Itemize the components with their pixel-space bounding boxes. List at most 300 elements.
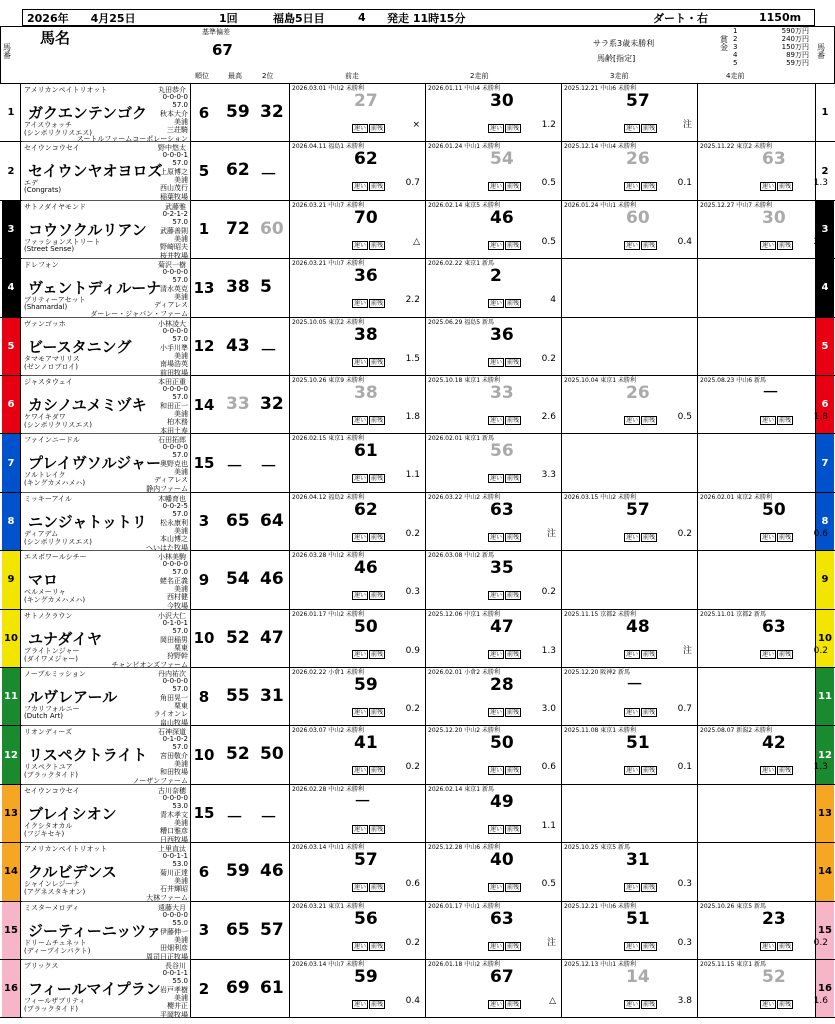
race-score: 41 bbox=[354, 733, 378, 754]
area: 美浦 bbox=[174, 935, 188, 944]
race-margin: 1.2 bbox=[541, 120, 556, 130]
high-score: 52 bbox=[226, 627, 250, 648]
rank-value: 3 bbox=[198, 921, 210, 940]
race-score: － bbox=[354, 791, 371, 812]
past-race bbox=[289, 376, 424, 433]
race-date: 2026.03.21 中山7 未勝利 bbox=[292, 260, 364, 268]
umaban-right: 6 bbox=[815, 376, 834, 433]
sire-name: エスポワールシチー bbox=[24, 553, 87, 562]
second-score: － bbox=[260, 165, 277, 186]
rank-value: 3 bbox=[198, 512, 210, 531]
high-score: － bbox=[226, 807, 243, 828]
broodmare-sire: (Dutch Art) bbox=[24, 712, 63, 720]
race-date: 2025.12.06 中京1 未勝利 bbox=[428, 610, 500, 618]
past-race bbox=[425, 785, 560, 842]
sire-name: セイウンコウセイ bbox=[24, 144, 80, 153]
race-margin: 0.2 bbox=[405, 762, 420, 773]
race-score: 30 bbox=[490, 91, 514, 111]
past-race bbox=[425, 142, 560, 199]
race-score: 31 bbox=[626, 850, 650, 871]
record: 0-0-0-0 bbox=[162, 268, 188, 277]
race3-label: 3走前 bbox=[610, 72, 629, 80]
race-tags: 速い 前残 bbox=[490, 825, 520, 833]
race-date: 2026.03.14 中山1 未勝利 bbox=[292, 844, 364, 852]
dam-name: ブライトンジャー bbox=[24, 646, 80, 655]
breeder: 稲葉牧場 bbox=[160, 193, 188, 202]
race2-label: 2走前 bbox=[470, 72, 489, 80]
umaban-left: 7 bbox=[2, 434, 21, 491]
table-row bbox=[0, 142, 835, 200]
past-race bbox=[289, 259, 424, 316]
record: 0-0-0-0 bbox=[162, 793, 188, 802]
race-date: 2025.12.28 中山6 未勝利 bbox=[428, 844, 500, 852]
race-class: サラ系3歳未勝利 bbox=[593, 39, 655, 48]
race-track: ダート・右 bbox=[653, 11, 708, 25]
breeder: ノーザンファーム bbox=[132, 777, 188, 786]
race-date: 2026.01.17 中山1 未勝利 bbox=[428, 902, 500, 910]
umaban-left: 1 bbox=[2, 84, 21, 141]
race-margin: 0.1 bbox=[677, 178, 692, 189]
jockey: 遠藤大月 bbox=[158, 903, 186, 912]
race-score: 40 bbox=[490, 850, 514, 871]
race-date: 2026.03.22 中山2 未勝利 bbox=[428, 493, 500, 501]
jockey: 上里直汰 bbox=[158, 845, 186, 854]
race-margin: 0.2 bbox=[813, 937, 828, 948]
race-margin: △ bbox=[549, 996, 556, 1006]
dam-name: エデ bbox=[24, 179, 38, 188]
past-race bbox=[425, 434, 560, 491]
umaban-right: 16 bbox=[815, 960, 834, 1017]
trainer: 上原博之 bbox=[160, 168, 188, 177]
trainer: 岩戸孝樹 bbox=[160, 986, 188, 994]
table-row bbox=[0, 668, 835, 726]
umaban-left: 4 bbox=[2, 259, 21, 316]
past-race bbox=[697, 493, 832, 550]
dam-name: イクシタオカル bbox=[24, 821, 73, 830]
weight: 57.0 bbox=[172, 626, 188, 635]
table-row bbox=[0, 493, 835, 551]
broodmare-sire: (シンボリクリスエス) bbox=[24, 421, 93, 429]
high-score: 43 bbox=[226, 335, 250, 356]
race-date: 2026.01.18 中山2 未勝利 bbox=[428, 961, 500, 968]
area: 美浦 bbox=[174, 351, 188, 360]
area: 美浦 bbox=[174, 585, 188, 594]
race-score: － bbox=[762, 383, 779, 403]
second-score: 50 bbox=[260, 744, 284, 765]
race-tags: 速い 前残 bbox=[354, 183, 384, 191]
race-score: 62 bbox=[354, 149, 378, 170]
dam-name: ソルトレイク bbox=[24, 471, 66, 480]
race-margin: 0.2 bbox=[813, 645, 828, 656]
race-score: 36 bbox=[354, 266, 378, 287]
dam-name: ファッションストリート bbox=[24, 237, 101, 246]
rank-value: 6 bbox=[198, 103, 210, 122]
umaban-left: 9 bbox=[2, 551, 21, 608]
umaban-left: 2 bbox=[2, 142, 21, 199]
horse-name: マロ bbox=[28, 571, 59, 590]
jockey: 石田拓郎 bbox=[158, 436, 186, 445]
second-score: 46 bbox=[260, 569, 284, 590]
weight: 55.0 bbox=[172, 918, 188, 927]
race-date: 2026.02.01 東京1 新馬 bbox=[428, 435, 494, 443]
race-tags: 速い 前残 bbox=[490, 592, 520, 600]
race-margin: 1.6 bbox=[813, 996, 828, 1006]
race-score: 30 bbox=[762, 207, 786, 228]
umaban-right: 4 bbox=[815, 259, 834, 316]
past-race bbox=[289, 726, 424, 783]
race-tags: 速い 前残 bbox=[490, 241, 520, 249]
race-margin: 0.4 bbox=[405, 996, 420, 1006]
race-margin: 3.0 bbox=[541, 704, 556, 714]
past-race bbox=[561, 668, 696, 725]
race-score: － bbox=[626, 675, 643, 695]
owner: 野崎昭夫 bbox=[160, 242, 188, 251]
race-date: 2026.03.08 中山2 新馬 bbox=[428, 552, 494, 560]
sire-name: アメリカンペイトリオット bbox=[24, 845, 108, 854]
race-tags: 速い 前残 bbox=[762, 417, 792, 424]
horse-name: ガクエンテンゴク bbox=[28, 104, 147, 122]
area: 美浦 bbox=[174, 234, 188, 243]
second-score: － bbox=[260, 807, 277, 828]
horse-name: リスペクトライト bbox=[28, 746, 148, 765]
horse-name: カシノユメミヅキ bbox=[28, 396, 147, 414]
rank-value: 6 bbox=[198, 862, 210, 881]
race-score: 28 bbox=[490, 675, 514, 695]
race-score: 46 bbox=[354, 558, 378, 579]
race-margin: 0.6 bbox=[405, 879, 420, 890]
sire-name: アメリカンペイトリオット bbox=[24, 86, 108, 94]
horse-info bbox=[22, 259, 191, 317]
weight: 57.0 bbox=[172, 509, 188, 518]
high-score: 59 bbox=[226, 102, 250, 122]
race-margin: 注 bbox=[682, 645, 692, 656]
trainer: 和田正一 bbox=[160, 402, 188, 410]
table-row bbox=[0, 902, 835, 960]
race-date: 2026.02.14 東京5 未勝利 bbox=[428, 201, 500, 209]
rank-label: 順位 bbox=[195, 72, 209, 80]
high-score: － bbox=[226, 457, 243, 478]
race-kai: 1回 bbox=[219, 11, 238, 25]
race-score: 48 bbox=[626, 616, 650, 637]
area: 栗東 bbox=[174, 702, 188, 710]
race-margin: 1.3 bbox=[541, 645, 556, 656]
race-score: 59 bbox=[354, 675, 378, 695]
race-score: 26 bbox=[626, 149, 650, 170]
past-race bbox=[289, 201, 424, 258]
horse-name: プレイヴソルジャー bbox=[28, 454, 161, 473]
dam-name: ケワイキダワ bbox=[24, 413, 66, 421]
horse-name: クルビデンス bbox=[28, 863, 117, 882]
past-race bbox=[561, 493, 696, 550]
record: 0-2-1-2 bbox=[162, 209, 188, 218]
jockey: 丸田恭介 bbox=[158, 86, 186, 94]
area: 美浦 bbox=[174, 410, 188, 418]
umaban-right: 10 bbox=[815, 610, 834, 667]
race-score: 14 bbox=[626, 967, 650, 987]
race-date: 2025.08.07 新潟2 未勝利 bbox=[700, 727, 772, 735]
area: 美浦 bbox=[174, 760, 188, 769]
horse-name: コウソクルリアン bbox=[28, 220, 147, 239]
record: 0-0-1-1 bbox=[162, 852, 188, 861]
second-score: 31 bbox=[260, 686, 284, 706]
jockey: 菊沢一樹 bbox=[158, 261, 186, 270]
weight: 57.0 bbox=[172, 393, 188, 401]
race-margin: 注 bbox=[682, 120, 692, 130]
race-score: 59 bbox=[354, 967, 378, 987]
record: 0-0-0-0 bbox=[162, 560, 188, 569]
race-date: 2026.01.17 中山2 未勝利 bbox=[292, 610, 364, 618]
horse-name: ビースタニング bbox=[28, 337, 132, 356]
race-date: 2025.12.21 中山6 未勝利 bbox=[564, 902, 636, 910]
past-race bbox=[289, 318, 424, 375]
race-date: 2025.11.01 京都2 新馬 bbox=[700, 610, 766, 618]
second-score: － bbox=[260, 340, 277, 361]
past-race bbox=[697, 318, 832, 375]
past-race bbox=[425, 610, 560, 667]
high-label: 最高 bbox=[228, 72, 242, 80]
race-date: 2026.03.15 中山2 未勝利 bbox=[564, 493, 636, 501]
broodmare-sire: (アグネスタキオン) bbox=[24, 888, 86, 897]
race-tags: 速い 前残 bbox=[626, 417, 656, 424]
dam-name: フカリフォルニー bbox=[24, 705, 80, 713]
race-tags: 速い 前残 bbox=[354, 417, 384, 424]
race-margin: 0.2 bbox=[541, 353, 556, 364]
race-tags: 速い 前残 bbox=[354, 125, 384, 132]
race-score: 70 bbox=[354, 207, 378, 228]
breeder: 静内ファーム bbox=[146, 485, 188, 494]
horse-info bbox=[22, 493, 191, 551]
second-score: 32 bbox=[260, 394, 284, 414]
weight: 57.0 bbox=[172, 276, 188, 285]
trainer: 岡田稲男 bbox=[160, 635, 188, 644]
past-race bbox=[425, 668, 560, 725]
table-row bbox=[0, 201, 835, 259]
broodmare-sire: (Shamardal) bbox=[24, 303, 68, 312]
race-date: 2025.12.13 中山1 未勝利 bbox=[564, 961, 636, 968]
area: 美浦 bbox=[174, 877, 188, 886]
trainer: 伊藤伸一 bbox=[160, 927, 188, 936]
race-distance: 1150m bbox=[759, 11, 802, 24]
race-date: 2025.12.14 中山4 未勝利 bbox=[564, 143, 636, 151]
race-score: 23 bbox=[762, 908, 786, 929]
race-date: 2026.03.21 中山7 未勝利 bbox=[292, 201, 364, 209]
jockey: 丹内祐次 bbox=[158, 670, 186, 678]
record: 0-0-2-5 bbox=[162, 501, 188, 510]
race-margin: 1.3 bbox=[813, 762, 828, 773]
owner: 三荘騎 bbox=[167, 126, 188, 134]
race-score: 60 bbox=[626, 207, 650, 228]
prize-table: 1 590万円 2 240万円 3 150万円 4 89万円 5 59万円 bbox=[733, 27, 809, 67]
race-date: 2025.06.29 福島5 新馬 bbox=[428, 318, 494, 326]
race-score: 35 bbox=[490, 558, 514, 579]
race-score: 52 bbox=[762, 967, 786, 987]
race-tags: 速い 前残 bbox=[354, 241, 384, 249]
sire-name: サトノダイヤモンド bbox=[24, 202, 86, 211]
race-score: 27 bbox=[354, 91, 378, 111]
area: 美浦 bbox=[174, 118, 188, 126]
owner: ディアレス bbox=[154, 476, 188, 485]
weight: 57.0 bbox=[172, 568, 188, 577]
race-date: 2025.12.27 中山7 未勝利 bbox=[700, 201, 772, 209]
horse-info bbox=[22, 84, 191, 142]
past-race bbox=[561, 843, 696, 900]
breeder: 畠山牧場 bbox=[160, 719, 188, 727]
horse-name: ヴェントディルーナ bbox=[28, 279, 162, 298]
record: 0-0-0-0 bbox=[162, 385, 188, 393]
race-date: 2026.04.11 福島1 未勝利 bbox=[292, 143, 364, 151]
broodmare-sire: (ゼンノロブロイ) bbox=[24, 362, 78, 371]
owner: 西村健 bbox=[167, 593, 188, 602]
weight: 57.0 bbox=[172, 743, 188, 752]
trainer: 菊川正達 bbox=[160, 869, 188, 878]
race-margin: 0.2 bbox=[405, 528, 420, 539]
dam-name: ディアデム bbox=[24, 529, 59, 538]
race-tags: 速い 前残 bbox=[762, 767, 792, 775]
past-race bbox=[561, 551, 696, 608]
race-tags: 速い 前残 bbox=[354, 592, 384, 600]
race-score: 62 bbox=[354, 499, 378, 520]
race-tags: 速い 前残 bbox=[490, 125, 520, 132]
race-margin: 0.1 bbox=[677, 762, 692, 773]
record: 0-0-0-0 bbox=[162, 443, 188, 452]
race-date: 2026.03.28 中山2 未勝利 bbox=[292, 552, 364, 560]
race-tags: 速い 前残 bbox=[354, 709, 384, 716]
table-row bbox=[0, 610, 835, 668]
record: 0-0-0-1 bbox=[162, 151, 188, 160]
rank-value: 9 bbox=[198, 570, 210, 589]
race-margin: 1.8 bbox=[813, 412, 828, 422]
race-date: 2026年 4月25日 bbox=[27, 11, 136, 25]
race-date: 2025.12.20 中山2 未勝利 bbox=[428, 727, 500, 735]
horse-info bbox=[22, 551, 191, 609]
umaban-left: 6 bbox=[2, 376, 21, 433]
race-tags: 速い 前残 bbox=[762, 650, 792, 658]
race-tags: 速い 前残 bbox=[354, 767, 384, 775]
jockey: 長谷川 bbox=[165, 962, 186, 970]
rank-value: 8 bbox=[198, 687, 210, 706]
breeder: 桜井牧場 bbox=[160, 251, 188, 260]
past-race bbox=[425, 493, 560, 550]
second-score: 46 bbox=[260, 861, 284, 882]
jockey: 本田正重 bbox=[158, 378, 186, 386]
race-score: 36 bbox=[490, 324, 514, 345]
trainer: 小手川準 bbox=[160, 343, 188, 352]
umaban-right: 1 bbox=[815, 84, 834, 141]
owner: 和田牧場 bbox=[160, 768, 188, 777]
race-margin: 2.6 bbox=[541, 412, 556, 422]
past-race bbox=[697, 376, 832, 433]
past-race bbox=[697, 201, 832, 258]
past-race bbox=[697, 259, 832, 316]
race-place: 福島5日目 bbox=[273, 11, 325, 25]
race-score: 63 bbox=[762, 616, 786, 637]
jockey: 小林美駒 bbox=[158, 553, 186, 562]
area: 美浦 bbox=[174, 293, 188, 302]
race-date: 2026.02.15 東京1 未勝利 bbox=[292, 435, 364, 443]
race-date: 2025.11.15 京都2 未勝利 bbox=[564, 610, 636, 618]
table-row bbox=[0, 785, 835, 843]
past-race bbox=[561, 259, 696, 316]
record: 0-0-0-0 bbox=[162, 93, 188, 101]
race-date: 2025.11.08 東京1 未勝利 bbox=[564, 727, 636, 735]
past-race bbox=[697, 960, 832, 1017]
race4-label: 4走前 bbox=[726, 72, 745, 80]
race-tags: 速い 前残 bbox=[354, 884, 384, 892]
race-date: 2026.01.24 中山1 未勝利 bbox=[428, 143, 500, 151]
area: 美浦 bbox=[174, 176, 188, 185]
race-tags: 速い 前残 bbox=[354, 533, 384, 541]
race-margin: 2.9 bbox=[813, 236, 828, 247]
second-score: 47 bbox=[260, 627, 284, 648]
race-score: 51 bbox=[626, 908, 650, 929]
horse-info bbox=[22, 960, 191, 1018]
past-race bbox=[425, 551, 560, 608]
record: 0-0-0-0 bbox=[162, 326, 188, 335]
jockey: 木幡育也 bbox=[158, 494, 186, 503]
race-margin: △ bbox=[413, 236, 420, 247]
sire-name: ファインニードル bbox=[24, 436, 80, 445]
race-tags: 速い 前残 bbox=[490, 183, 520, 191]
horse-info bbox=[22, 726, 191, 784]
broodmare-sire: (シンボリクリスエス) bbox=[24, 537, 93, 546]
umaban-label: 馬番 bbox=[3, 43, 11, 60]
horse-info bbox=[22, 843, 191, 901]
breeder: 大林ファーム bbox=[146, 894, 188, 903]
umaban-right: 7 bbox=[815, 434, 834, 491]
race-score: 46 bbox=[490, 207, 514, 228]
race-tags: 速い 前残 bbox=[626, 125, 656, 132]
weight: 57.0 bbox=[172, 685, 188, 693]
sire-name: リオンディーズ bbox=[24, 728, 73, 737]
race-margin: 0.2 bbox=[677, 528, 692, 539]
past-race bbox=[697, 610, 832, 667]
past-race bbox=[289, 551, 424, 608]
weight: 57.0 bbox=[172, 217, 188, 226]
past-race bbox=[561, 318, 696, 375]
race-tags: 速い 前残 bbox=[354, 1001, 384, 1008]
umaban-right: 5 bbox=[815, 318, 834, 375]
jockey: 古川奈穂 bbox=[158, 786, 186, 795]
sire-name: サトノクラウン bbox=[24, 611, 73, 620]
race-score: 57 bbox=[626, 91, 650, 111]
jockey: 武藤雅 bbox=[165, 202, 186, 211]
race-tags: 速い 前残 bbox=[354, 942, 384, 950]
race-date: 2026.02.22 小倉1 未勝利 bbox=[292, 669, 364, 676]
race-score: 57 bbox=[354, 850, 378, 871]
race-score: 63 bbox=[490, 908, 514, 929]
race-date: 2025.10.18 東京1 未勝利 bbox=[428, 377, 500, 384]
umaban-left: 5 bbox=[2, 318, 21, 375]
horse-info bbox=[22, 201, 191, 259]
area: 美浦 bbox=[174, 468, 188, 477]
umaban-right: 14 bbox=[815, 843, 834, 900]
high-score: 69 bbox=[226, 978, 250, 998]
past-race bbox=[289, 142, 424, 199]
race-margin: 0.5 bbox=[541, 178, 556, 189]
kijun-value: 67 bbox=[212, 41, 233, 59]
race-margin: 0.5 bbox=[541, 879, 556, 890]
race-tags: 速い 前残 bbox=[626, 767, 656, 775]
high-score: 59 bbox=[226, 861, 250, 882]
race-margin: 0.5 bbox=[541, 236, 556, 247]
race-tags: 速い 前残 bbox=[490, 709, 520, 716]
rank-value: 13 bbox=[193, 278, 215, 297]
breeder: ダーレー・ジャパン・ファーム bbox=[90, 310, 188, 319]
broodmare-sire: (キングカメハメハ) bbox=[24, 479, 86, 488]
past-race bbox=[289, 493, 424, 550]
past-race bbox=[289, 668, 424, 725]
jockey: 野中悠太 bbox=[158, 144, 186, 153]
